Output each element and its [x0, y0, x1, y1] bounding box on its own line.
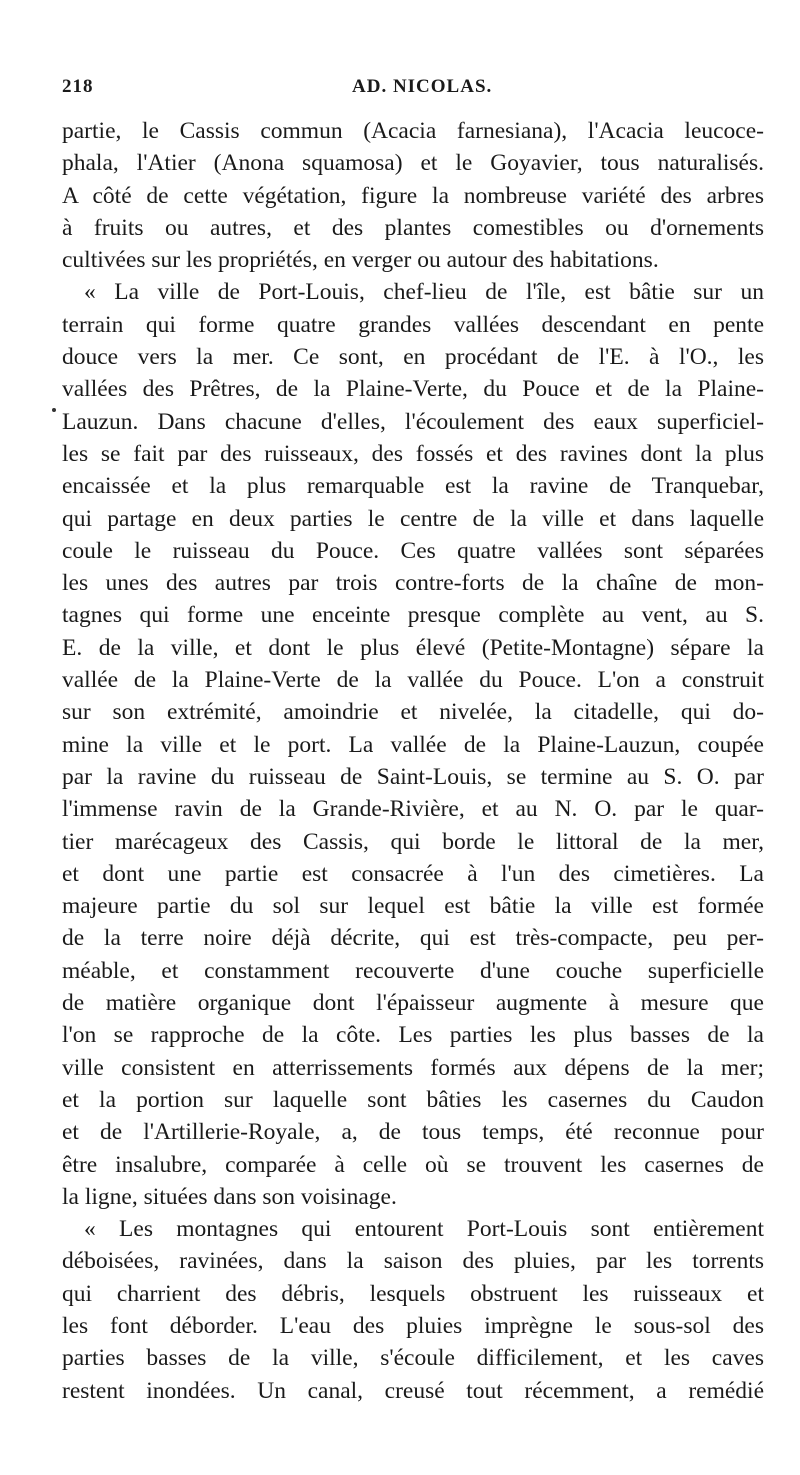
text-line: les se fait par des ruisseaux, des fossés et des ravines dont la plus: [62, 440, 764, 467]
text-line: ville consistent en atterrissements formés aux dépens de la mer;: [62, 1054, 764, 1081]
margin-mark: [52, 408, 56, 412]
body-text: [62, 115, 764, 1407]
text-line: sur son extrémité, amoindrie et nivelée, la citadelle, qui do-: [62, 699, 764, 726]
text-line: être insalubre, comparée à celle où se trouvent les casernes de: [62, 1151, 764, 1178]
text-line: la ligne, situées dans son voisinage.: [62, 1183, 397, 1210]
text-line: terrain qui forme quatre grandes vallées descendant en pente: [62, 311, 764, 338]
text-line: à fruits ou autres, et des plantes comestibles ou d'ornements: [62, 214, 764, 241]
text-line: tagnes qui forme une enceinte presque complète au vent, au S.: [62, 602, 764, 629]
text-line: et la portion sur laquelle sont bâties les casernes du Caudon: [62, 1086, 764, 1113]
text-line: déboisées, ravinées, dans la saison des pluies, par les torrents: [62, 1248, 764, 1275]
text-line: mine la ville et le port. La vallée de la Plaine-Lauzun, coupée: [62, 731, 764, 758]
text-line: restent inondées. Un canal, creusé tout récemment, a remédié: [62, 1377, 764, 1404]
text-line: et dont une partie est consacrée à l'un des cimetières. La: [62, 860, 764, 887]
text-line: méable, et constamment recouverte d'une couche superficielle: [62, 957, 764, 984]
text-line: les unes des autres par trois contre-forts de la chaîne de mon-: [62, 570, 764, 597]
text-line: douce vers la mer. Ce sont, en procédant de l'E. à l'O., les: [62, 344, 764, 371]
text-line: coule le ruisseau du Pouce. Ces quatre vallées sont séparées: [62, 537, 764, 564]
running-title: AD. NICOLAS.: [352, 76, 493, 97]
text-line: E. de la ville, et dont le plus élevé (Petite-Montagne) sépare la: [62, 634, 764, 661]
text-line: partie, le Cassis commun (Acacia farnesiana), l'Acacia leucoce-: [62, 118, 764, 144]
text-line: les font déborder. L'eau des pluies imprègne le sous-sol des: [62, 1312, 764, 1339]
running-head: [62, 76, 762, 106]
text-line: l'immense ravin de la Grande-Rivière, et au N. O. par le quar-: [62, 796, 764, 823]
text-line: encaissée et la plus remarquable est la ravine de Tranquebar,: [62, 473, 764, 500]
text-line: de la terre noire déjà décrite, qui est très-compacte, peu per-: [62, 925, 764, 952]
text-line: par la ravine du ruisseau de Saint-Louis, se termine au S. O. par: [62, 763, 764, 790]
text-line: vallées des Prêtres, de la Plaine-Verte, du Pouce et de la Plaine-: [62, 376, 764, 403]
text-line: qui partage en deux parties le centre de la ville et dans laquelle: [62, 505, 764, 532]
page-number: 218: [62, 76, 94, 97]
text-line: parties basses de la ville, s'écoule difficilement, et les caves: [62, 1345, 764, 1372]
text-line: « La ville de Port-Louis, chef-lieu de l'île, est bâtie sur un: [84, 279, 764, 306]
text-line: qui charrient des débris, lesquels obstruent les ruisseaux et: [62, 1280, 764, 1307]
text-line: A côté de cette végétation, figure la nombreuse variété des arbres: [62, 182, 764, 209]
text-line: et de l'Artillerie-Royale, a, de tous temps, été reconnue pour: [62, 1119, 764, 1146]
text-line: cultivées sur les propriétés, en verger ou autour des habitations.: [62, 247, 659, 274]
text-line: Lauzun. Dans chacune d'elles, l'écoulement des eaux superficiel-: [62, 408, 764, 435]
text-line: de matière organique dont l'épaisseur augmente à mesure que: [62, 990, 764, 1017]
text-line: l'on se rapproche de la côte. Les parties les plus basses de la: [62, 1022, 764, 1049]
text-line: tier marécageux des Cassis, qui borde le littoral de la mer,: [62, 828, 764, 855]
text-line: vallée de la Plaine-Verte de la vallée du Pouce. L'on a construit: [62, 667, 764, 694]
text-line: phala, l'Atier (Anona squamosa) et le Goyavier, tous naturalisés.: [62, 150, 764, 177]
text-line: majeure partie du sol sur lequel est bâtie la ville est formée: [62, 893, 764, 920]
text-line: « Les montagnes qui entourent Port-Louis sont entièrement: [84, 1216, 764, 1243]
